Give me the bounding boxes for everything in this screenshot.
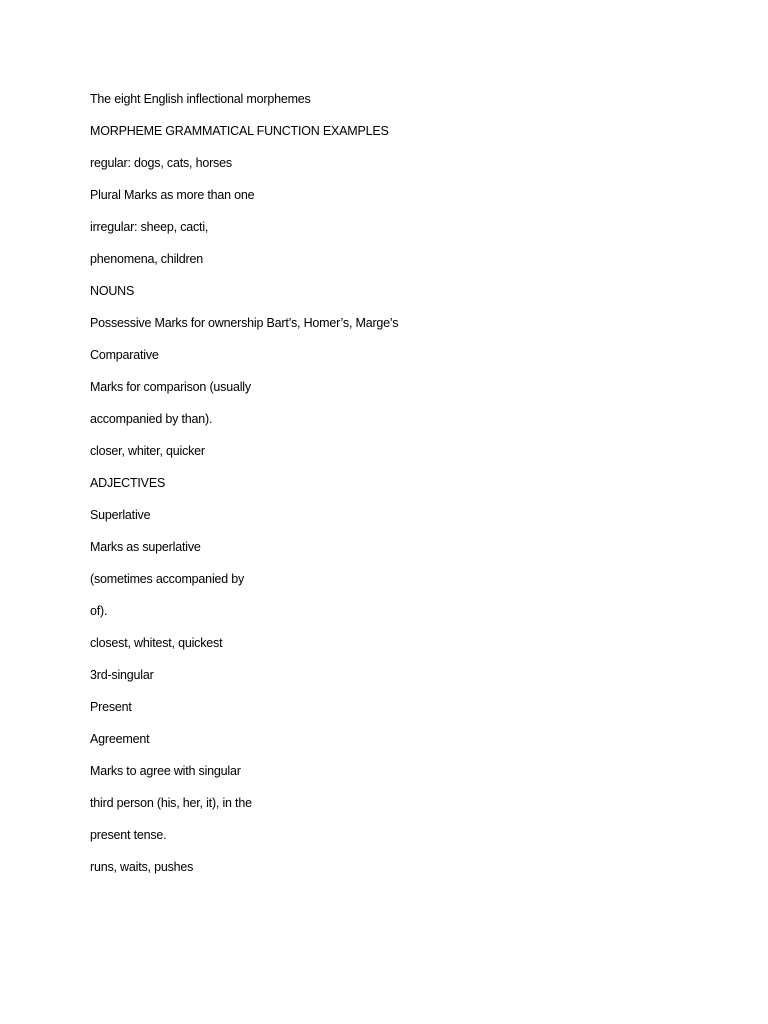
document-body <box>90 89 710 889</box>
text-line: Marks for comparison (usually <box>90 380 251 394</box>
text-line: Marks to agree with singular <box>90 764 241 778</box>
document-title: The eight English inflectional morphemes <box>90 92 311 106</box>
text-line: accompanied by than). <box>90 412 213 426</box>
text-line: Possessive Marks for ownership Bart’s, Homer’s, Marge’s <box>90 316 399 330</box>
text-line: Agreement <box>90 732 150 746</box>
section-heading-nouns: NOUNS <box>90 284 135 298</box>
text-line: (sometimes accompanied by <box>90 572 245 586</box>
text-line: present tense. <box>90 828 167 842</box>
text-line: closest, whitest, quickest <box>90 636 223 650</box>
text-line: regular: dogs, cats, horses <box>90 156 232 170</box>
table-header-line: MORPHEME GRAMMATICAL FUNCTION EXAMPLES <box>90 124 389 138</box>
text-line: Present <box>90 700 132 714</box>
text-line: phenomena, children <box>90 252 203 266</box>
text-line: Marks as superlative <box>90 540 201 554</box>
section-heading-adjectives: ADJECTIVES <box>90 476 166 490</box>
text-line: Plural Marks as more than one <box>90 188 255 202</box>
text-line: third person (his, her, it), in the <box>90 796 252 810</box>
text-line: of). <box>90 604 108 618</box>
text-line: 3rd-singular <box>90 668 154 682</box>
text-line: Comparative <box>90 348 159 362</box>
text-line: runs, waits, pushes <box>90 860 194 874</box>
text-line: Superlative <box>90 508 151 522</box>
text-line: closer, whiter, quicker <box>90 444 205 458</box>
text-line: irregular: sheep, cacti, <box>90 220 209 234</box>
